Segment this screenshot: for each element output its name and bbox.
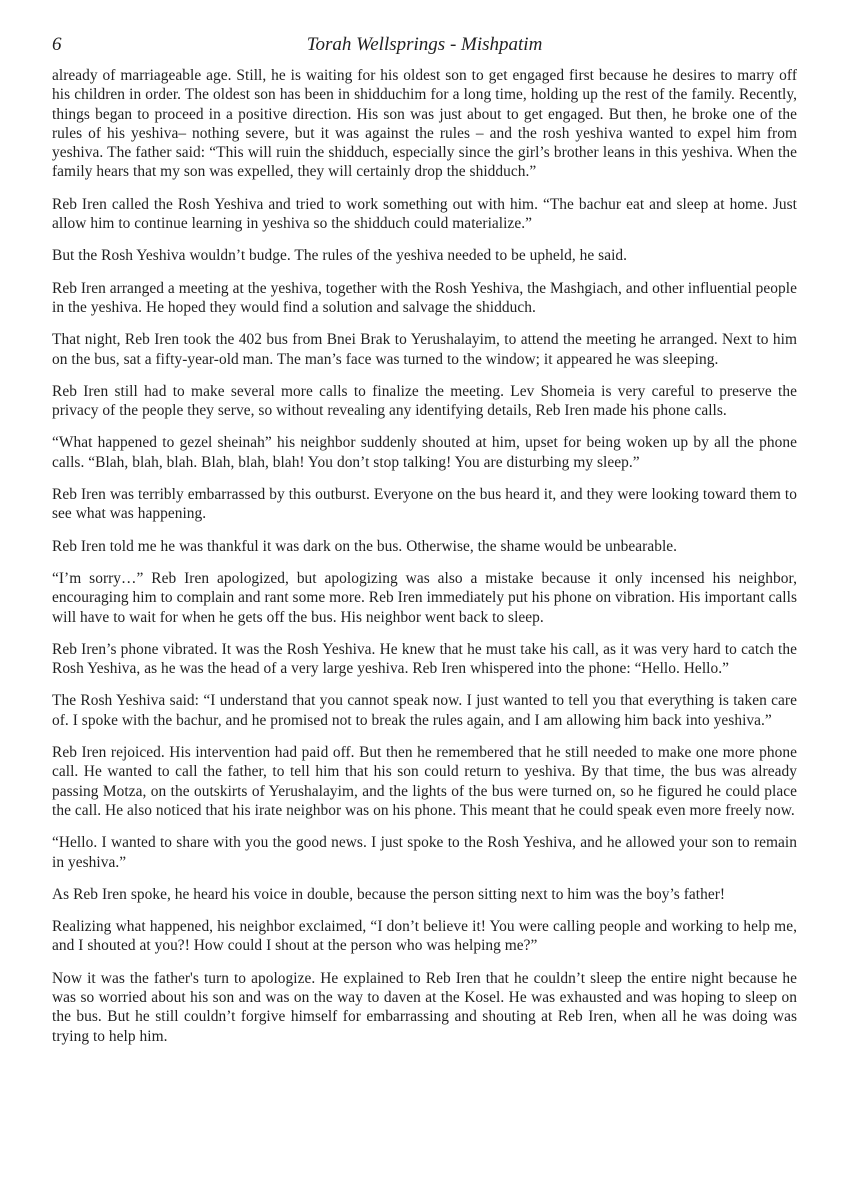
paragraph: Now it was the father's turn to apologize. He explained to Reb Iren that he couldn’t sleep the entire night because he was so worried about his son and was on the way to daven at the Kosel. He was exhausted and was hoping to sleep on the bus. But he still couldn’t forgive himself for embarrassing and shouting at Reb Iren, when all he was doing was trying to help him. [52, 969, 797, 1045]
body-text [52, 66, 797, 1046]
paragraph: Reb Iren rejoiced. His intervention had paid off. But then he remembered that he still needed to make one more phone call. He wanted to call the father, to tell him that his son could return to yeshiva. By that time, the bus was already passing Motza, on the outskirts of Yerushalayim, and the lights of the bus were turned on, so he figured he could place the call. He also noticed that his irate neighbor was on his phone. This meant that he could speak even more freely now. [52, 744, 797, 819]
paragraph: Reb Iren’s phone vibrated. It was the Rosh Yeshiva. He knew that he must take his call, as it was very hard to catch the Rosh Yeshiva, as he was the head of a very large yeshiva. Reb Iren whispered into the phone: “Hello. Hello.” [52, 640, 797, 678]
paragraph: But the Rosh Yeshiva wouldn’t budge. The rules of the yeshiva needed to be upheld, he said. [52, 247, 628, 265]
paragraph: Reb Iren still had to make several more calls to finalize the meeting. Lev Shomeia is very careful to preserve the privacy of the people they serve, so without revealing any identifying details, Reb Iren made his phone calls. [52, 382, 797, 420]
paragraph: “I’m sorry…” Reb Iren apologized, but apologizing was also a mistake because it only incensed his neighbor, encouraging him to complain and rant some more. Reb Iren immediately put his phone on vibration. His important calls will have to wait for when he gets off the bus. His neighbor went back to sleep. [52, 569, 797, 626]
paragraph: already of marriageable age. Still, he is waiting for his oldest son to get engaged first because he desires to marry off his children in order. The oldest son has been in shidduchim for a long time, holding up the rest of the family. Recently, things began to proceed in a positive direction. His son was just about to get engaged. But then, he broke one of the rules of his yeshiva– nothing severe, but it was against the rules – and the rosh yeshiva wanted to expel him from yeshiva. The father said: “This will ruin the shidduch, especially since the girl’s brother leans in this yeshiva. When the family hears that my son was expelled, they will certainly drop the shidduch.” [52, 67, 797, 181]
paragraph: Reb Iren arranged a meeting at the yeshiva, together with the Rosh Yeshiva, the Mashgiach, and other influential people in the yeshiva. He hoped they would find a solution and salvage the shidduch. [52, 279, 797, 316]
paragraph: “What happened to gezel sheinah” his neighbor suddenly shouted at him, upset for being woken up by all the phone calls. “Blah, blah, blah. Blah, blah, blah! You don’t stop talking! You are disturbing my sleep.” [52, 434, 797, 471]
paragraph: As Reb Iren spoke, he heard his voice in double, because the person sitting next to him was the boy’s father! [52, 885, 726, 903]
running-title: Torah Wellsprings - Mishpatim [306, 34, 543, 55]
page-header [52, 34, 797, 60]
paragraph: “Hello. I wanted to share with you the good news. I just spoke to the Rosh Yeshiva, and he allowed your son to remain in yeshiva.” [52, 834, 797, 871]
paragraph: That night, Reb Iren took the 402 bus from Bnei Brak to Yerushalayim, to attend the meeting he arranged. Next to him on the bus, sat a fifty-year-old man. The man’s face was turned to the window; it appeared he was sleeping. [52, 331, 797, 368]
page-number: 6 [52, 34, 62, 55]
paragraph: Reb Iren told me he was thankful it was dark on the bus. Otherwise, the shame would be unbearable. [52, 537, 678, 555]
paragraph: The Rosh Yeshiva said: “I understand that you cannot speak now. I just wanted to tell you that everything is taken care of. I spoke with the bachur, and he promised not to break the rules again, and I am allowing him back into yeshiva.” [52, 692, 797, 729]
paragraph: Realizing what happened, his neighbor exclaimed, “I don’t believe it! You were calling people and working to help me, and I shouted at you?! How could I shout at the person who was helping me?” [52, 918, 797, 955]
paragraph: Reb Iren was terribly embarrassed by this outburst. Everyone on the bus heard it, and they were looking toward them to see what was happening. [52, 486, 797, 523]
paragraph: Reb Iren called the Rosh Yeshiva and tried to work something out with him. “The bachur eat and sleep at home. Just allow him to continue learning in yeshiva so the shidduch could materialize.” [52, 195, 797, 233]
